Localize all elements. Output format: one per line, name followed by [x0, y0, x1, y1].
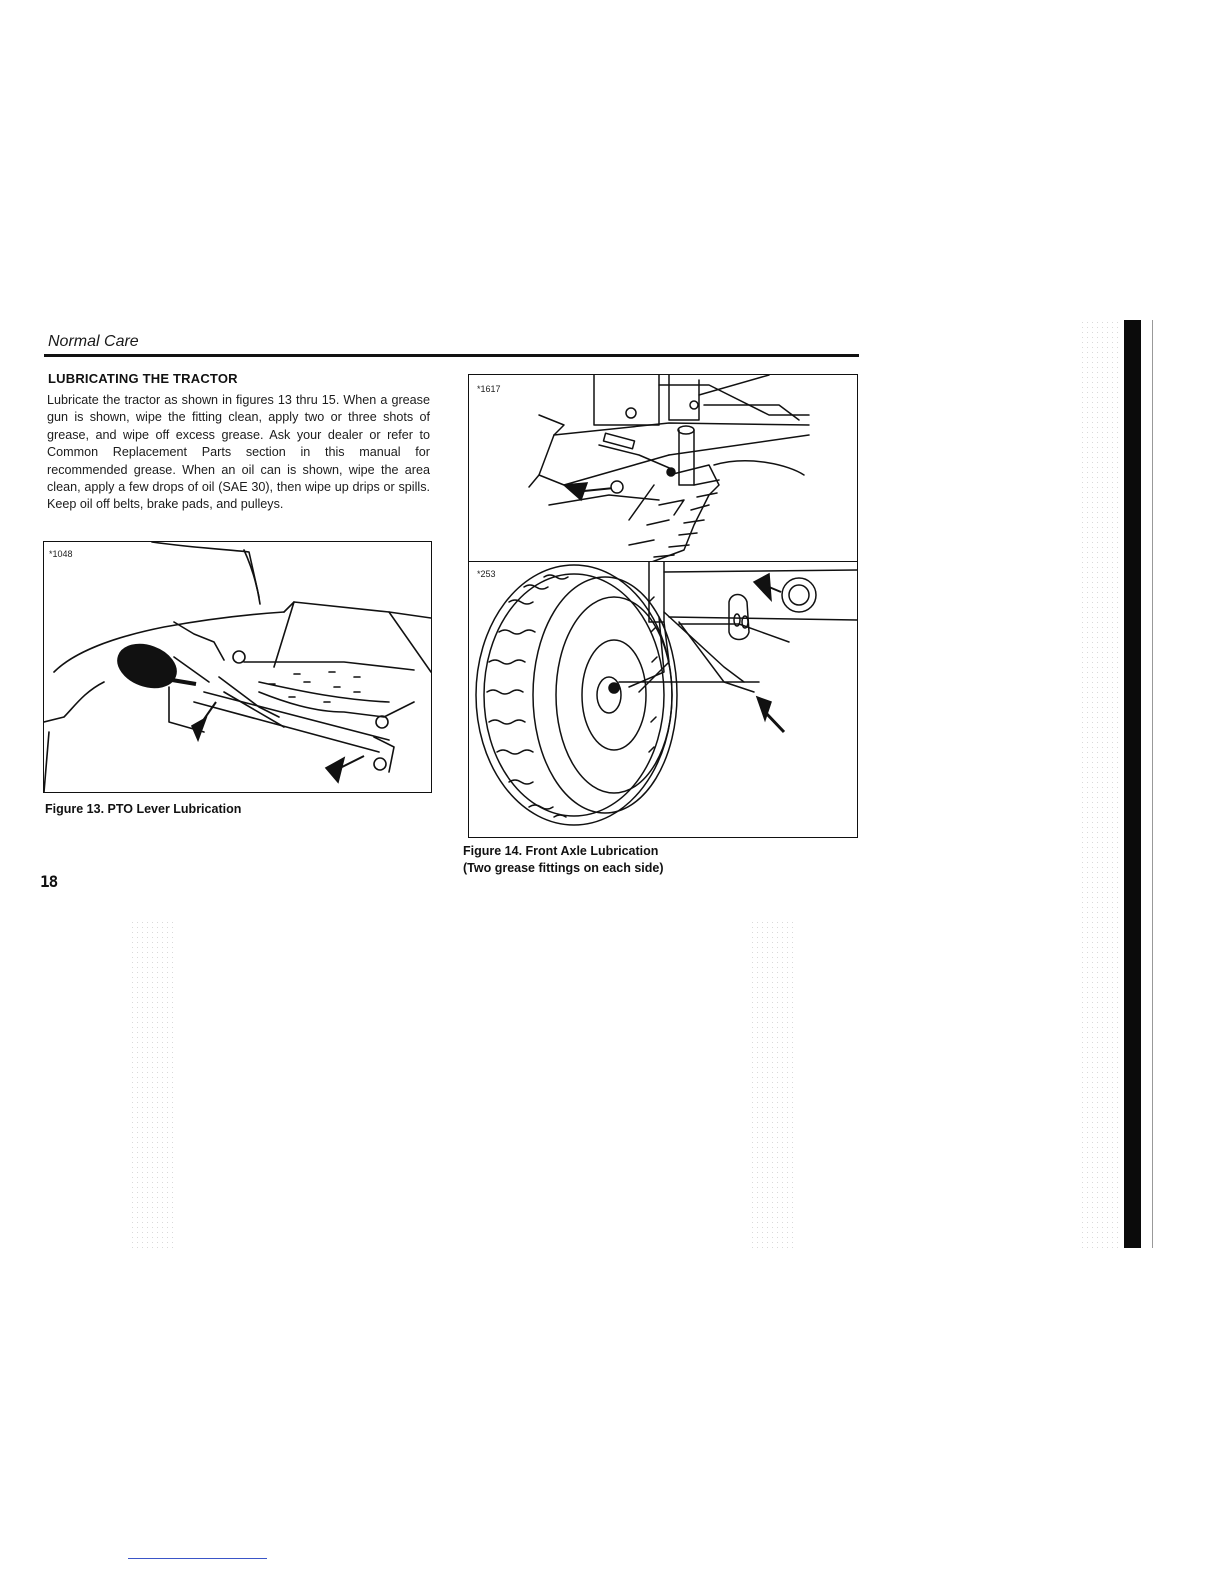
section-title: Normal Care: [48, 333, 139, 350]
page-number: 18: [40, 872, 58, 891]
figure-13-caption: Figure 13. PTO Lever Lubrication: [45, 802, 242, 816]
figure-14-caption: [463, 843, 664, 877]
scan-edge-line: [1152, 320, 1153, 1248]
figure-14-caption-line1: Figure 14. Front Axle Lubrication: [463, 844, 659, 858]
figure-13-illustration: [44, 542, 431, 792]
figure-13-code: *1048: [49, 549, 73, 559]
figure-14-bottom-illustration: [469, 562, 857, 837]
scan-speckle-margin: [1080, 320, 1120, 1250]
article-heading: LUBRICATING THE TRACTOR: [48, 371, 238, 386]
figure-14-caption-line2: (Two grease fittings on each side): [463, 861, 664, 875]
scan-speckle-right: [750, 920, 795, 1250]
figure-14-bottom-frame: [468, 561, 858, 838]
footer-link-line: [128, 1558, 267, 1559]
figure-13-frame: [43, 541, 432, 793]
header-rule: [44, 354, 859, 357]
figure-14-top-frame: [468, 374, 858, 564]
scan-speckle-left: [130, 920, 175, 1250]
figure-14-top-code: *1617: [477, 384, 501, 394]
article-body: Lubricate the tractor as shown in figures 13 thru 15. When a grease gun is shown, wipe the fitting clean, apply two or three shots of grease, and wipe off excess grease. Ask your dealer or refer to Common Replacement Parts section in this manual for recommended grease. When an oil can is shown, wipe the area clean, apply a few drops of oil (SAE 30), then wipe up drips or spills. Keep oil off belts, brake pads, and pulleys.: [47, 393, 430, 512]
scan-edge-bar: [1124, 320, 1141, 1248]
figure-14-top-illustration: [469, 375, 857, 563]
figure-14-bottom-code: *253: [477, 569, 496, 579]
